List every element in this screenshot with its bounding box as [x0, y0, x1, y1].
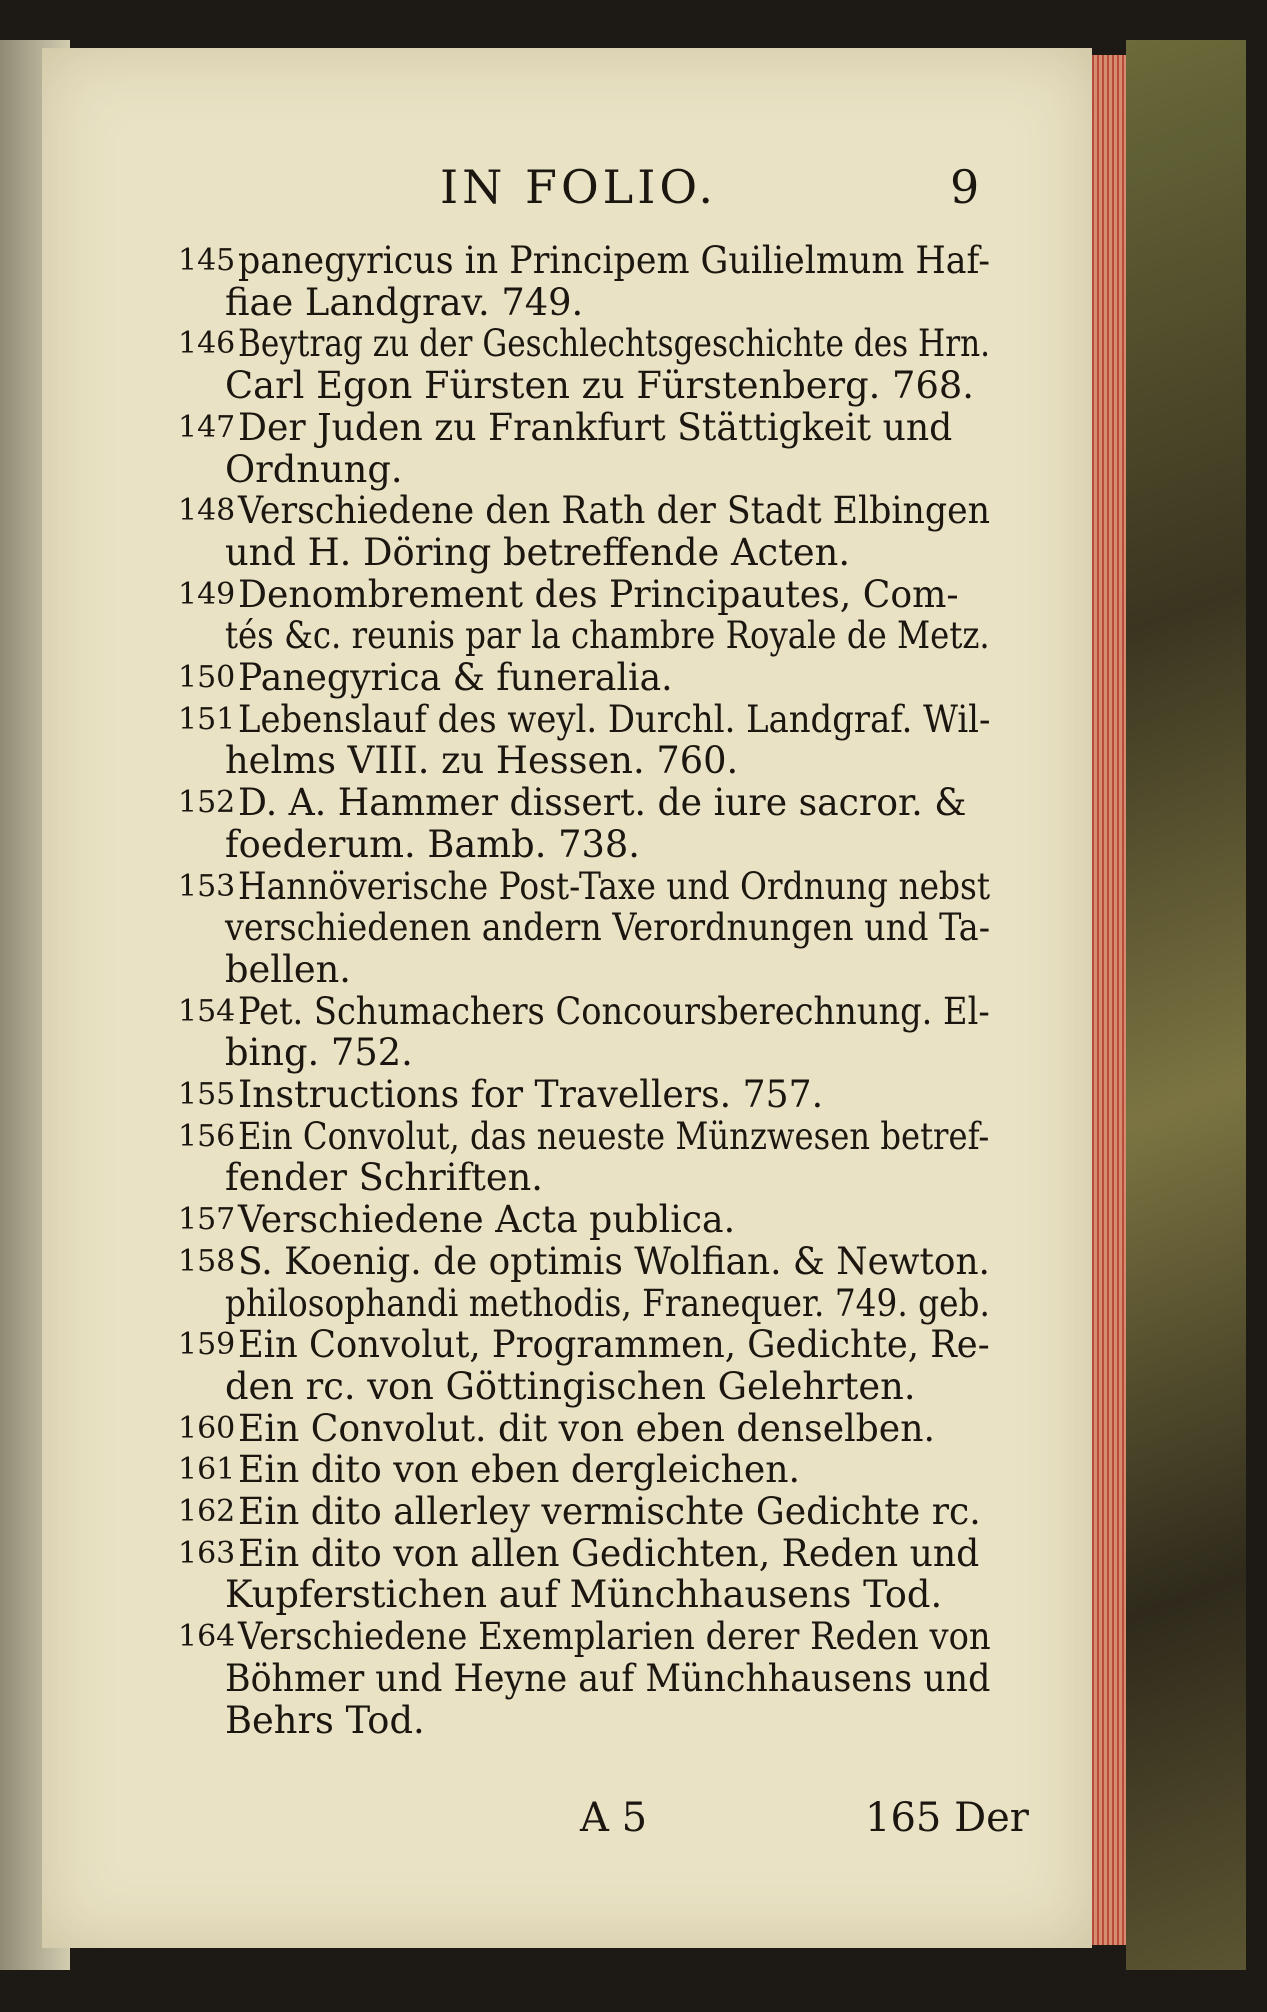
marbled-cover [1126, 40, 1246, 1970]
entry-text-line: fiae Landgrav. 749. [225, 281, 584, 324]
entry-text-line: Verschiedene Exemplarien derer Reden von [238, 1615, 991, 1658]
entry-number: 154 [178, 994, 236, 1029]
entry-text-line: Verschiedene den Rath der Stadt Elbingen [238, 489, 991, 532]
page-number: 9 [950, 160, 984, 214]
entry-text-line: Ordnung. [225, 448, 403, 491]
entry-text-line: D. A. Hammer dissert. de iure sacror. & [238, 781, 967, 824]
entry-text-line: Lebenslauf des weyl. Durchl. Landgraf. Wil- [238, 698, 991, 741]
entry-text-line: Hannöverische Post-Taxe und Ordnung nebst [238, 865, 991, 908]
entry-number: 145 [178, 243, 236, 278]
entry-text-line: Ein dito von allen Gedichten, Reden und [238, 1532, 980, 1575]
entry-text-line: tés &c. reunis par la chambre Royale de Metz. [225, 614, 990, 657]
entry-number: 151 [178, 702, 236, 737]
entry-text-line: bing. 752. [225, 1031, 413, 1074]
entry-text-line: panegyricus in Principem Guilielmum Haf- [238, 239, 990, 282]
entry-number: 158 [178, 1244, 236, 1279]
entry-text-line: helms VIII. zu Hessen. 760. [225, 739, 739, 782]
entry-text-line: Ein Convolut, Programmen, Gedichte, Re- [238, 1323, 990, 1366]
entry-text-line: Beytrag zu der Geschlechtsgeschichte des Hrn. [238, 322, 991, 365]
catchword: 165 Der [865, 1795, 1029, 1841]
entry-number: 146 [178, 326, 236, 361]
entry-number: 164 [178, 1619, 236, 1654]
entry-text-line: S. Koenig. de optimis Wolfian. & Newton. [238, 1240, 990, 1283]
entry-text-line: und H. Döring betreffende Acten. [225, 531, 851, 574]
entry-text-line: philosophandi methodis, Franequer. 749. geb. [225, 1282, 990, 1325]
entry-text-line: verschiedenen andern Verordnungen und Ta- [225, 906, 990, 949]
entry-number: 162 [178, 1494, 236, 1529]
entry-number: 152 [178, 785, 236, 820]
entry-text-line: Verschiedene Acta publica. [238, 1198, 736, 1241]
entry-text-line: Pet. Schumachers Concoursberechnung. El- [238, 990, 990, 1033]
entry-number: 153 [178, 869, 236, 904]
entry-number: 163 [178, 1536, 236, 1571]
entry-text-line: Böhmer und Heyne auf Münchhausens und [225, 1657, 991, 1700]
entry-number: 156 [178, 1119, 236, 1154]
entry-number: 155 [178, 1077, 236, 1112]
entry-text-line: foederum. Bamb. 738. [225, 823, 640, 866]
entry-text-line: Kupferstichen auf Münchhausens Tod. [225, 1573, 943, 1616]
entry-text-line: Panegyrica & funeralia. [238, 656, 673, 699]
entry-text-line: bellen. [225, 948, 351, 991]
entry-text-line: Ein Convolut, das neueste Münzwesen betref- [238, 1115, 990, 1158]
entry-number: 159 [178, 1327, 236, 1362]
entry-text-line: den rc. von Göttingischen Gelehrten. [225, 1365, 916, 1408]
entry-text-line: Der Juden zu Frankfurt Stättigkeit und [238, 406, 953, 449]
entry-number: 157 [178, 1202, 236, 1237]
entry-text-line: fender Schriften. [225, 1156, 544, 1199]
entry-number: 160 [178, 1411, 236, 1446]
entry-text-line: Carl Egon Fürsten zu Fürstenberg. 768. [225, 364, 974, 407]
entry-text-line: Instructions for Travellers. 757. [238, 1073, 824, 1116]
entry-text-line: Ein dito von eben dergleichen. [238, 1448, 801, 1491]
entry-text-line: Ein dito allerley vermischte Gedichte rc. [238, 1490, 981, 1533]
entry-text-line: Behrs Tod. [225, 1699, 425, 1742]
signature-mark: A 5 [580, 1795, 648, 1841]
running-title: IN FOLIO. [440, 160, 718, 214]
entry-text-line: Ein Convolut. dit von eben denselben. [238, 1407, 935, 1450]
page-edges-red [1092, 55, 1126, 1945]
entry-text-line: Denombrement des Principautes, Com- [238, 573, 959, 616]
entry-number: 148 [178, 493, 236, 528]
entry-number: 147 [178, 410, 236, 445]
entry-number: 149 [178, 577, 236, 612]
entry-number: 150 [178, 660, 236, 695]
entry-number: 161 [178, 1452, 236, 1487]
